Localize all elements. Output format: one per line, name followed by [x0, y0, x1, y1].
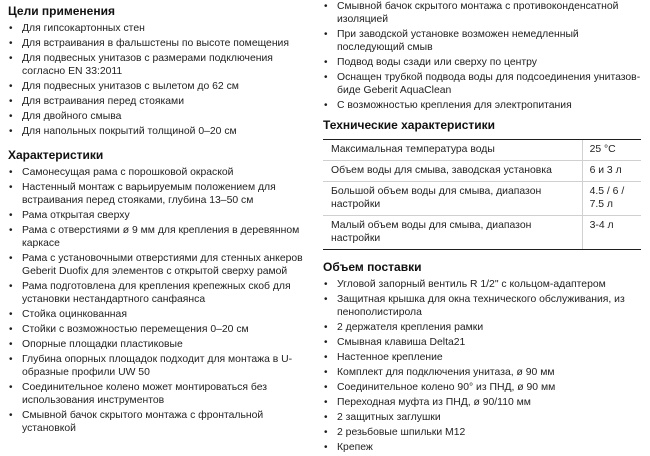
bullet-icon: • [324, 367, 328, 378]
list-item [323, 426, 645, 439]
table-row [323, 161, 641, 182]
list-item-text: Для подвесных унитазов с размерами подключения согласно EN 33:2011 [22, 53, 273, 77]
list-item [323, 321, 645, 334]
spec-value: 25 °C [582, 140, 641, 161]
list-item [8, 181, 308, 207]
list-item-text: Комплект для подключения унитаза, ø 90 мм [337, 367, 555, 378]
list-item [8, 125, 308, 138]
list-item-text: Угловой запорный вентиль R 1/2" с кольцом-адаптером [337, 279, 606, 290]
list-item-text: Смывная клавиша Delta21 [337, 337, 466, 348]
usage-heading: Цели применения [8, 4, 115, 18]
bullet-icon: • [324, 427, 328, 438]
list-item [323, 396, 645, 409]
bullet-icon: • [324, 412, 328, 423]
list-item-text: Опорные площадки пластиковые [22, 339, 183, 350]
spec-label: Максимальная температура воды [323, 140, 582, 161]
list-item-text: Для подвесных унитазов с вылетом до 62 см [22, 81, 239, 92]
usage-list [8, 22, 308, 138]
list-item-text: 2 держателя крепления рамки [337, 322, 484, 333]
bullet-icon: • [324, 279, 328, 290]
list-item-text: Рама с установочными отверстиями для стенных анкеров Geberit Duofix для элементов с открытой сверху рамой [22, 253, 303, 277]
bullet-icon: • [9, 253, 13, 264]
list-item [8, 280, 308, 306]
list-item-text: Для встраивания перед стояками [22, 96, 184, 107]
list-item [8, 338, 308, 351]
list-item [8, 224, 308, 250]
bullet-icon: • [9, 111, 13, 122]
list-item-text: Защитная крышка для окна технического обслуживания, из пенополистирола [337, 294, 625, 318]
list-item-text: Смывной бачок скрытого монтажа с фронтальной установкой [22, 410, 264, 434]
list-item-text: С возможностью крепления для электропитания [337, 100, 572, 111]
list-item [8, 323, 308, 336]
list-item [323, 293, 645, 319]
list-item [8, 95, 308, 108]
list-item-text: Оснащен трубкой подвода воды для подсоединения унитазов-биде Geberit AquaClean [337, 72, 641, 96]
bullet-icon: • [324, 29, 328, 40]
list-item [8, 80, 308, 93]
list-item-text: Стойки с возможностью перемещения 0–20 см [22, 324, 249, 335]
spec-value: 6 и 3 л [582, 161, 641, 182]
bullet-icon: • [9, 339, 13, 350]
bullet-icon: • [9, 210, 13, 221]
list-item [323, 336, 645, 349]
bullet-icon: • [9, 410, 13, 421]
delivery-list [323, 278, 645, 454]
features-continued-list [323, 0, 645, 112]
list-item-text: Крепеж [337, 442, 373, 453]
list-item-text: Настенный монтаж с варьируемым положением для встраивания перед стояками, глубина 13–50 см [22, 182, 276, 206]
list-item-text: Стойка оцинкованная [22, 309, 127, 320]
list-item-text: Настенное крепление [337, 352, 443, 363]
bullet-icon: • [9, 126, 13, 137]
list-item-text: Самонесущая рама с порошковой окраской [22, 167, 234, 178]
bullet-icon: • [9, 167, 13, 178]
bullet-icon: • [9, 225, 13, 236]
table-row [323, 140, 641, 161]
bullet-icon: • [9, 309, 13, 320]
list-item [8, 22, 308, 35]
bullet-icon: • [9, 96, 13, 107]
right-column [323, 0, 645, 456]
delivery-heading: Объем поставки [323, 260, 422, 274]
list-item-text: Соединительное колено может монтироваться без использования инструментов [22, 382, 268, 406]
list-item [8, 52, 308, 78]
list-item [323, 366, 645, 379]
list-item [8, 308, 308, 321]
list-item-text: Для двойного смыва [22, 111, 122, 122]
list-item-text: Переходная муфта из ПНД, ø 90/110 мм [337, 397, 531, 408]
list-item [8, 252, 308, 278]
bullet-icon: • [9, 81, 13, 92]
specs-table [323, 139, 641, 250]
left-column [8, 4, 308, 437]
bullet-icon: • [9, 182, 13, 193]
bullet-icon: • [9, 354, 13, 365]
bullet-icon: • [9, 53, 13, 64]
bullet-icon: • [9, 281, 13, 292]
list-item [323, 381, 645, 394]
list-item-text: Рама с отверстиями ø 9 мм для крепления в деревянном каркасе [22, 225, 300, 249]
features-heading: Характеристики [8, 148, 104, 162]
bullet-icon: • [324, 294, 328, 305]
list-item [323, 411, 645, 424]
list-item-text: Смывной бачок скрытого монтажа с противоконденсатной изоляцией [337, 1, 619, 25]
list-item-text: Для встраивания в фальшстены по высоте помещения [22, 38, 289, 49]
list-item [8, 166, 308, 179]
bullet-icon: • [324, 72, 328, 83]
list-item [323, 28, 645, 54]
list-item [8, 110, 308, 123]
list-item [323, 71, 645, 97]
bullet-icon: • [9, 382, 13, 393]
spec-label: Малый объем воды для смыва, диапазон настройки [323, 216, 582, 250]
list-item [8, 381, 308, 407]
list-item-text: Для гипсокартонных стен [22, 23, 145, 34]
list-item-text: Соединительное колено 90° из ПНД, ø 90 мм [337, 382, 556, 393]
list-item [8, 37, 308, 50]
bullet-icon: • [324, 352, 328, 363]
list-item [323, 351, 645, 364]
list-item [8, 353, 308, 379]
bullet-icon: • [324, 397, 328, 408]
bullet-icon: • [324, 442, 328, 453]
bullet-icon: • [324, 57, 328, 68]
spec-label: Большой объем воды для смыва, диапазон настройки [323, 182, 582, 216]
bullet-icon: • [9, 23, 13, 34]
list-item-text: Глубина опорных площадок подходит для монтажа в U-образные профили UW 50 [22, 354, 293, 378]
list-item-text: При заводской установке возможен немедленный последующий смыв [337, 29, 579, 53]
list-item [323, 99, 645, 112]
list-item-text: 2 защитных заглушки [337, 412, 441, 423]
list-item-text: Рама открытая сверху [22, 210, 130, 221]
bullet-icon: • [324, 322, 328, 333]
list-item [323, 278, 645, 291]
list-item [323, 0, 645, 26]
spec-label: Объем воды для смыва, заводская установка [323, 161, 582, 182]
table-row [323, 216, 641, 250]
spec-value: 3-4 л [582, 216, 641, 250]
list-item-text: Рама подготовлена для крепления крепежных скоб для установки нестандартного санфаянса [22, 281, 291, 305]
list-item-text: Подвод воды сзади или сверху по центру [337, 57, 537, 68]
specs-heading: Технические характеристики [323, 118, 496, 132]
list-item [323, 56, 645, 69]
bullet-icon: • [9, 38, 13, 49]
list-item [8, 209, 308, 222]
table-row [323, 182, 641, 216]
bullet-icon: • [324, 100, 328, 111]
bullet-icon: • [9, 324, 13, 335]
bullet-icon: • [324, 337, 328, 348]
list-item [8, 409, 308, 435]
bullet-icon: • [324, 382, 328, 393]
spec-value: 4.5 / 6 / 7.5 л [582, 182, 641, 216]
bullet-icon: • [324, 1, 328, 12]
features-list [8, 166, 308, 435]
list-item-text: 2 резьбовые шпильки M12 [337, 427, 466, 438]
list-item-text: Для напольных покрытий толщиной 0–20 см [22, 126, 237, 137]
